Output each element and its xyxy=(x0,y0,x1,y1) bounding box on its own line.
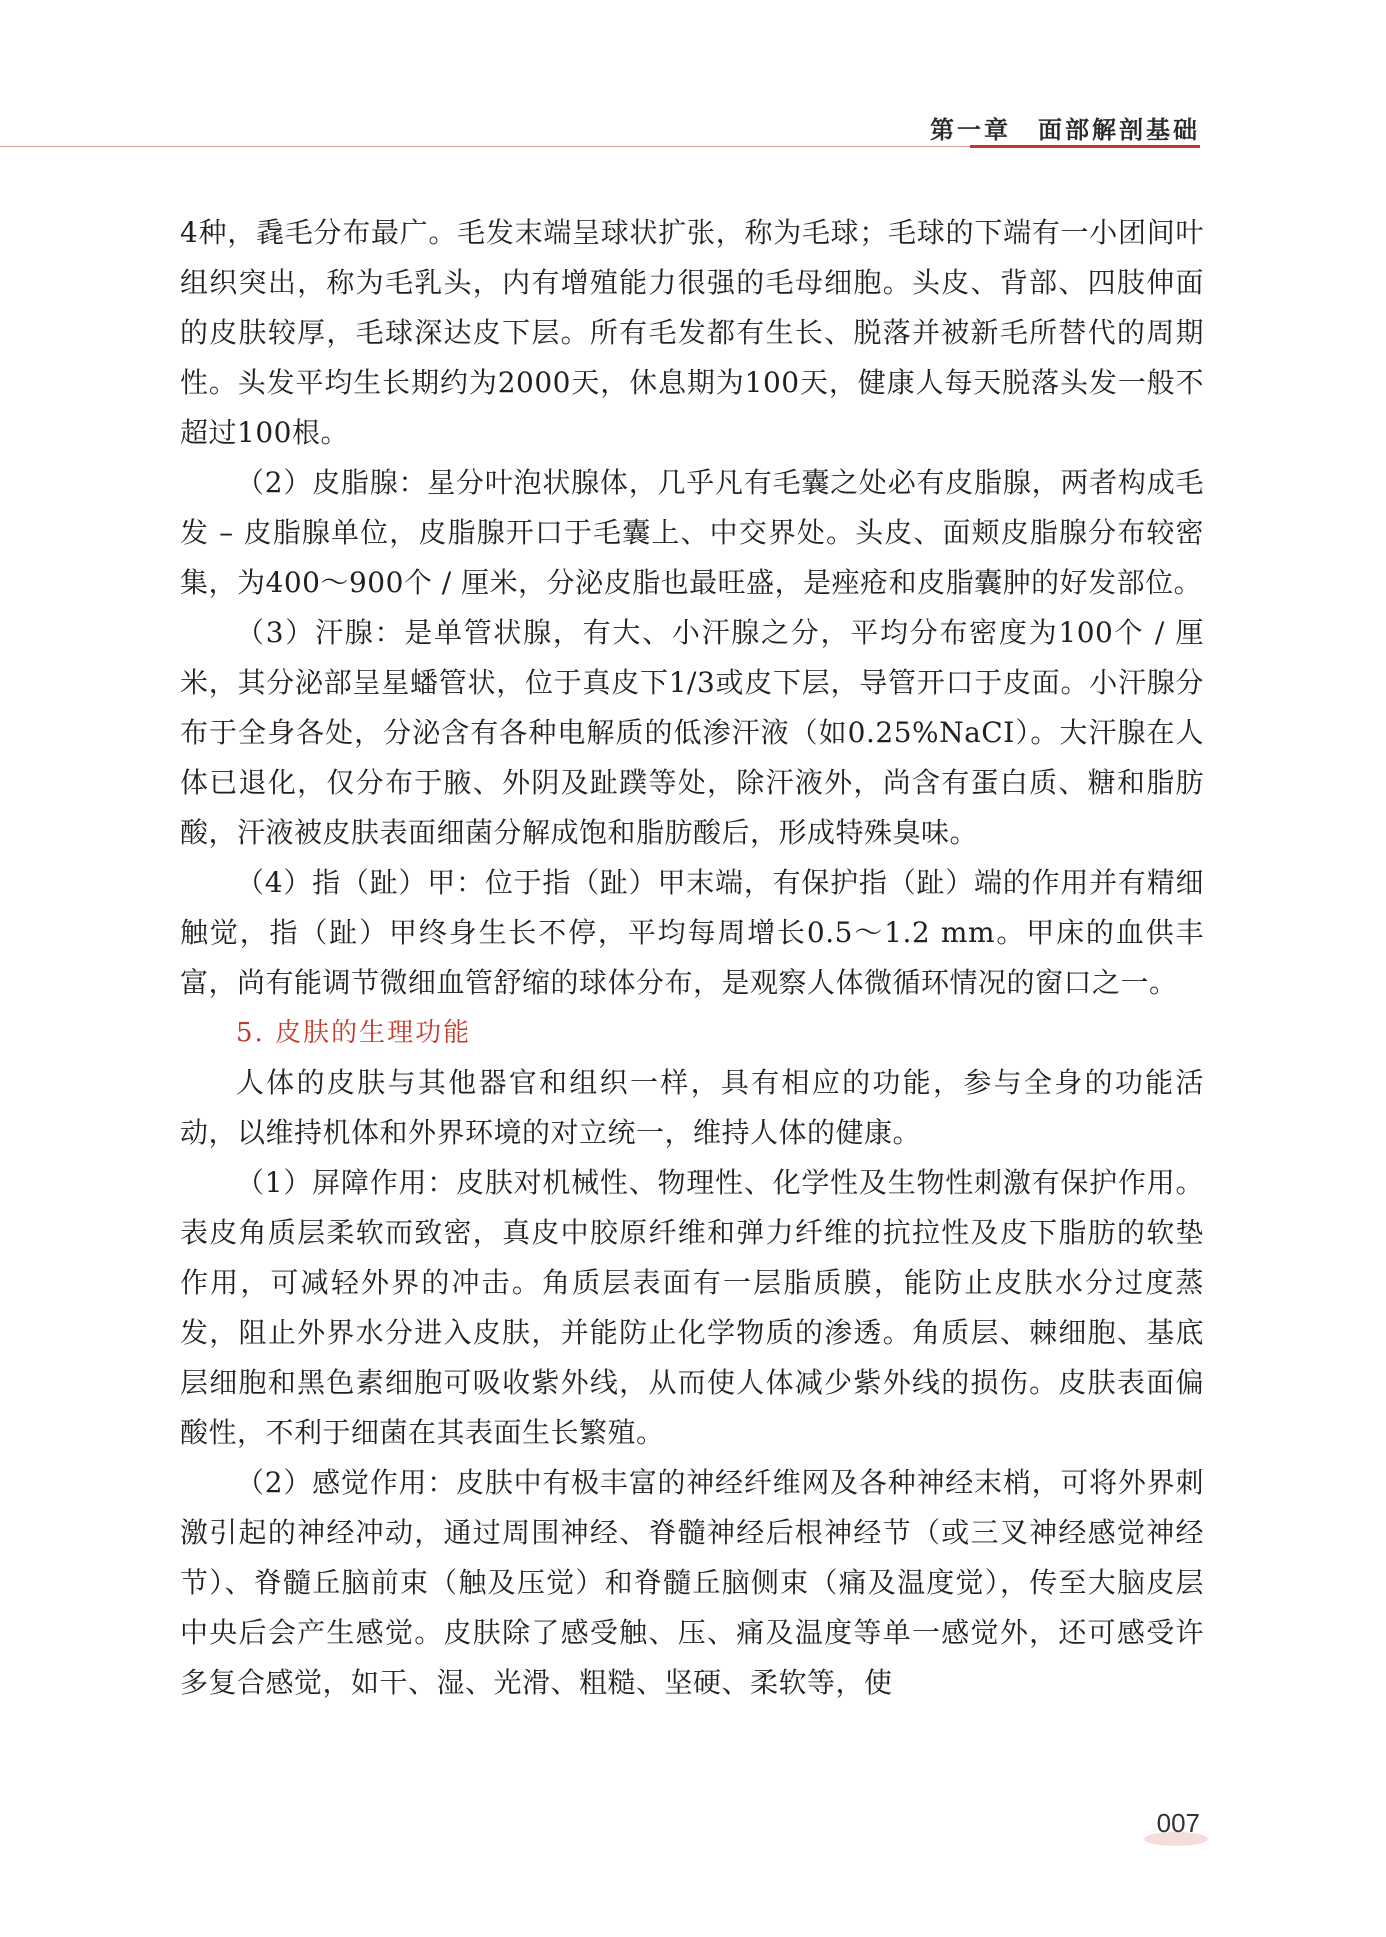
paragraph-barrier-function: （1）屏障作用：皮肤对机械性、物理性、化学性及生物性刺激有保护作用。表皮角质层柔软而致密，真皮中胶原纤维和弹力纤维的抗拉性及皮下脂肪的软垫作用，可减轻外界的冲击。角质层表面有一层脂质膜，能防止皮肤水分过度蒸发，阻止外界水分进入皮肤，并能防止化学物质的渗透。角质层、棘细胞、基底层细胞和黑色素细胞可吸收紫外线，从而使人体减少紫外线的损伤。皮肤表面偏酸性，不利于细菌在其表面生长繁殖。 xyxy=(180,1166,1204,1449)
paragraph-nail: （4）指（趾）甲：位于指（趾）甲末端，有保护指（趾）端的作用并有精细触觉，指（趾）甲终身生长不停，平均每周增长0.5～1.2 mm。甲床的血供丰富，尚有能调节微细血管舒缩的球体分布，是观察人体微循环情况的窗口之一。 xyxy=(180,866,1204,999)
paragraph-sebaceous-gland: （2）皮脂腺：星分叶泡状腺体，几乎凡有毛囊之处必有皮脂腺，两者构成毛发 – 皮脂腺单位，皮脂腺开口于毛囊上、中交界处。头皮、面颊皮脂腺分布较密集，为400～900个 / 厘米，分泌皮脂也最旺盛，是痤疮和皮脂囊肿的好发部位。 xyxy=(180,466,1204,599)
paragraph-sweat-gland: （3）汗腺：是单管状腺，有大、小汗腺之分，平均分布密度为100个 / 厘米，其分泌部呈星蟠管状，位于真皮下1/3或皮下层，导管开口于皮面。小汗腺分布于全身各处，分泌含有各种电解质的低渗汗液（如0.25%NaCI）。大汗腺在人体已退化，仅分布于腋、外阴及趾蹼等处，除汗液外，尚含有蛋白质、糖和脂肪酸，汗液被皮肤表面细菌分解成饱和脂肪酸后，形成特殊臭味。 xyxy=(180,616,1204,849)
header-accent-rule xyxy=(970,145,1200,148)
paragraph-sensory-function: （2）感觉作用：皮肤中有极丰富的神经纤维网及各种神经末梢，可将外界刺激引起的神经冲动，通过周围神经、脊髓神经后根神经节（或三叉神经感觉神经节）、脊髓丘脑前束（触及压觉）和脊髓丘脑侧束（痛及温度觉），传至大脑皮层中央后会产生感觉。皮肤除了感受触、压、痛及温度等单一感觉外，还可感受许多复合感觉，如干、湿、光滑、粗糙、坚硬、柔软等，使 xyxy=(180,1466,1204,1699)
paragraph-function-intro: 人体的皮肤与其他器官和组织一样，具有相应的功能，参与全身的功能活动，以维持机体和外界环境的对立统一，维持人体的健康。 xyxy=(180,1066,1204,1149)
page-number: 007 xyxy=(1156,1808,1200,1838)
section-heading: 5. 皮肤的生理功能 xyxy=(236,1018,472,1048)
body-text xyxy=(180,208,1204,1708)
paragraph-hair: 4种，毳毛分布最广。毛发末端呈球状扩张，称为毛球；毛球的下端有一小团间叶组织突出，称为毛乳头，内有增殖能力很强的毛母细胞。头皮、背部、四肢伸面的皮肤较厚，毛球深达皮下层。所有毛发都有生长、脱落并被新毛所替代的周期性。头发平均生长期约为2000天，休息期为100天，健康人每天脱落头发一般不超过100根。 xyxy=(180,216,1204,449)
running-header: 第一章 面部解剖基础 xyxy=(930,115,1200,144)
